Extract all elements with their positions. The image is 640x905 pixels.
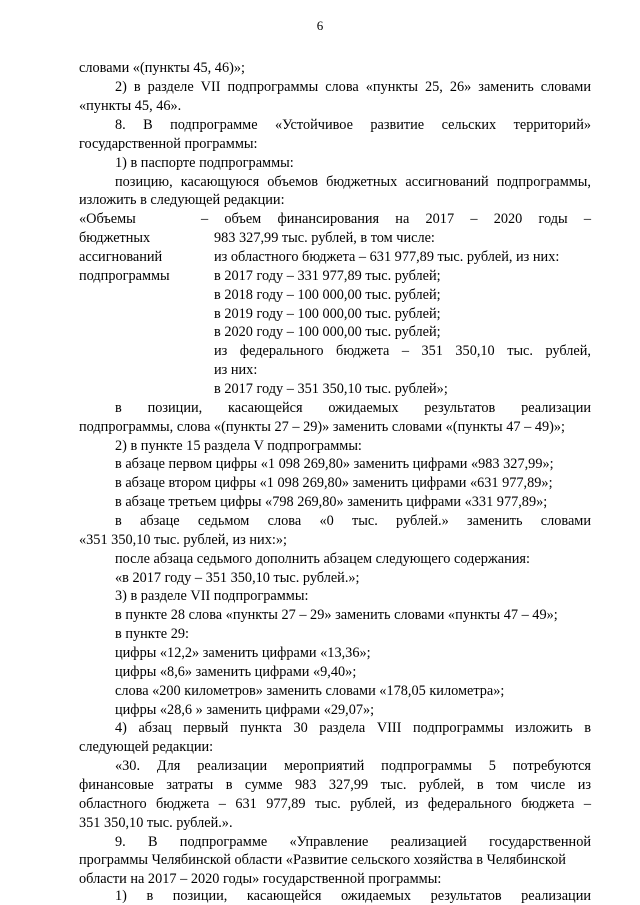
table-value: в 2018 году – 100 000,00 тыс. рублей;: [214, 287, 441, 303]
text-line: подпрограммы, слова «(пункты 27 – 29)» заменить словами «(пункты 47 – 49)»;: [79, 419, 566, 435]
text-line: позицию, касающуюся объемов бюджетных ассигнований подпрограммы,: [115, 174, 591, 190]
text-line: 351 350,10 тыс. рублей.».: [79, 815, 233, 831]
table-value: из областного бюджета – 631 977,89 тыс. рублей, из них:: [214, 249, 560, 265]
table-value: в 2017 году – 331 977,89 тыс. рублей;: [214, 268, 441, 284]
text-line: «пункты 45, 46».: [79, 98, 182, 114]
text-line: после абзаца седьмого дополнить абзацем следующего содержания:: [115, 551, 530, 567]
table-label: подпрограммы: [79, 268, 170, 284]
text-line: областного бюджета – 631 977,89 тыс. рублей, из федерального бюджета –: [79, 796, 591, 812]
text-line: цифры «28,6 » заменить цифрами «29,07»;: [115, 702, 375, 718]
table-value: в 2020 году – 100 000,00 тыс. рублей;: [214, 324, 441, 340]
text-line: 2) в разделе VII подпрограммы слова «пункты 25, 26» заменить словами: [115, 79, 591, 95]
table-value: 983 327,99 тыс. рублей, в том числе:: [214, 230, 435, 246]
table-label: бюджетных: [79, 230, 151, 246]
text-line: в пункте 29:: [115, 626, 189, 642]
text-line: финансовые затраты в сумме 983 327,99 тыс. рублей, в том числе из: [79, 777, 591, 793]
text-line: 3) в разделе VII подпрограммы:: [115, 588, 309, 604]
table-value: в 2017 году – 351 350,10 тыс. рублей»;: [214, 381, 448, 397]
page-number: 6: [316, 18, 324, 33]
text-line: «30. Для реализации мероприятий подпрограммы 5 потребуются: [115, 758, 591, 774]
text-line: слова «200 километров» заменить словами «178,05 километра»;: [115, 683, 505, 699]
text-line: «в 2017 году – 351 350,10 тыс. рублей.»;: [115, 570, 360, 586]
text-line: «351 350,10 тыс. рублей, из них:»;: [79, 532, 287, 548]
text-line: 1) в позиции, касающейся ожидаемых результатов реализации: [115, 888, 591, 904]
text-line: словами «(пункты 45, 46)»;: [79, 60, 245, 76]
text-line: 1) в паспорте подпрограммы:: [115, 155, 294, 171]
text-line: в абзаце втором цифры «1 098 269,80» заменить цифрами «631 977,89»;: [115, 475, 553, 491]
table-value: в 2019 году – 100 000,00 тыс. рублей;: [214, 306, 441, 322]
text-line: цифры «12,2» заменить цифрами «13,36»;: [115, 645, 371, 661]
table-label: ассигнований: [79, 249, 163, 265]
text-line: 9. В подпрограмме «Управление реализацией государственной: [115, 834, 591, 850]
text-line: цифры «8,6» заменить цифрами «9,40»;: [115, 664, 357, 680]
text-line: в пункте 28 слова «пункты 27 – 29» заменить словами «пункты 47 – 49»;: [115, 607, 558, 623]
text-line: государственной программы:: [79, 136, 258, 152]
text-line: следующей редакции:: [79, 739, 214, 755]
text-line: области на 2017 – 2020 годы» государственной программы:: [79, 871, 442, 887]
text-line: 2) в пункте 15 раздела V подпрограммы:: [115, 438, 362, 454]
text-line: программы Челябинской области «Развитие сельского хозяйства в Челябинской: [79, 852, 566, 868]
text-line: в абзаце третьем цифры «798 269,80» заменить цифрами «331 977,89»;: [115, 494, 548, 510]
text-line: в позиции, касающейся ожидаемых результатов реализации: [115, 400, 591, 416]
text-line: 8. В подпрограмме «Устойчивое развитие сельских территорий»: [115, 117, 591, 133]
text-line: 4) абзац первый пункта 30 раздела VIII подпрограммы изложить в: [115, 720, 591, 736]
text-line: в абзаце седьмом слова «0 тыс. рублей.» заменить словами: [115, 513, 591, 529]
table-label: «Объемы: [79, 211, 136, 227]
table-value: из них:: [214, 362, 258, 378]
text-line: изложить в следующей редакции:: [79, 192, 285, 208]
table-value: – объем финансирования на 2017 – 2020 годы –: [201, 211, 591, 227]
text-line: в абзаце первом цифры «1 098 269,80» заменить цифрами «983 327,99»;: [115, 456, 554, 472]
table-value: из федерального бюджета – 351 350,10 тыс. рублей,: [214, 343, 591, 359]
